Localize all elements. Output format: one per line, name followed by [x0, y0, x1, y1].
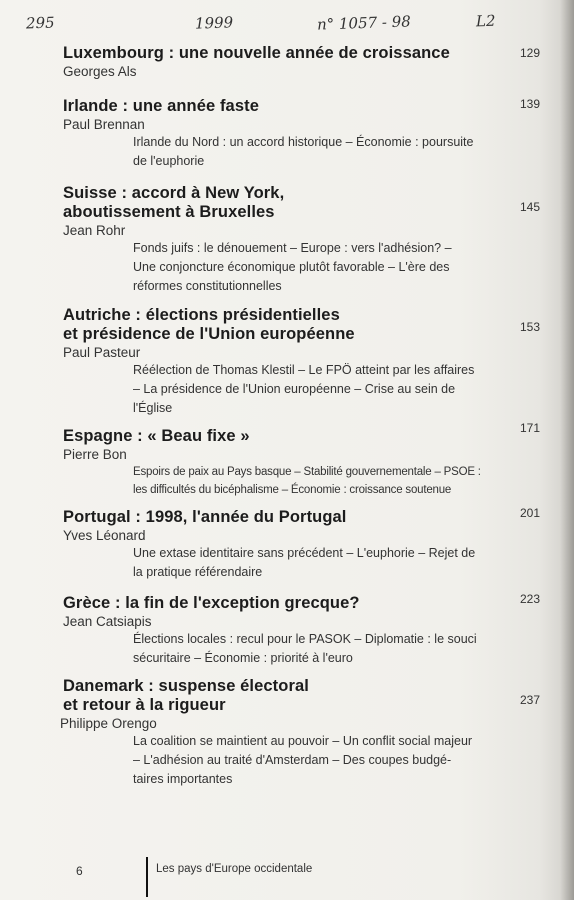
- footer-section-title: Les pays d'Europe occidentale: [156, 863, 313, 875]
- entry-title: Luxembourg : une nouvelle année de croissance: [63, 44, 450, 62]
- toc-entry-irlande: [63, 97, 540, 171]
- entry-title: Espagne : « Beau fixe »: [63, 427, 250, 445]
- entry-page-number: 153: [519, 320, 540, 334]
- entry-title: Portugal : 1998, l'année du Portugal: [63, 508, 347, 526]
- entry-title: Grèce : la fin de l'exception grecque?: [63, 594, 360, 612]
- footer-page-number: 6: [76, 864, 83, 878]
- entry-title: Danemark : suspense électoral et retour à la rigueur: [63, 677, 309, 714]
- entry-summary: Réélection de Thomas Klestil – Le FPÖ atteint par les affaires – La présidence de l'Union européenne – Crise au sein de l'Église: [133, 363, 475, 415]
- entry-page-number: 145: [519, 200, 540, 214]
- entry-summary: Espoirs de paix au Pays basque – Stabilité gouvernementale – PSOE : les difficultés du bicéphalisme – Économie : croissance soutenue: [133, 466, 481, 496]
- entry-author: Georges Als: [63, 64, 137, 79]
- entry-author: Paul Pasteur: [63, 345, 141, 360]
- footer-divider: [146, 857, 148, 897]
- entry-page-number: 171: [519, 421, 540, 435]
- entry-author: Pierre Bon: [63, 447, 127, 462]
- handwritten-note: 1999: [194, 13, 234, 33]
- handwritten-note: n° 1057 - 98: [316, 12, 412, 34]
- entry-page-number: 139: [519, 97, 540, 111]
- entry-title: Autriche : élections présidentielles et présidence de l'Union européenne: [63, 306, 355, 343]
- entry-summary: Fonds juifs : le dénouement – Europe : vers l'adhésion? – Une conjoncture économique plutôt favorable – L'ère des réformes constitutionnelles: [133, 241, 452, 293]
- entry-page-number: 237: [519, 693, 540, 707]
- entry-summary: Irlande du Nord : un accord historique – Économie : poursuite de l'euphorie: [133, 135, 474, 168]
- toc-entry-espagne: [63, 421, 540, 499]
- toc-entry-luxembourg: [63, 44, 540, 80]
- entry-title: Suisse : accord à New York, aboutissement à Bruxelles: [63, 184, 285, 221]
- entry-author: Jean Catsiapis: [63, 614, 152, 629]
- entry-author: Philippe Orengo: [60, 716, 157, 731]
- entry-author: Paul Brennan: [63, 117, 145, 132]
- toc-entry-suisse: [63, 184, 540, 296]
- toc-entry-portugal: [63, 506, 540, 582]
- entry-title: Irlande : une année faste: [63, 97, 259, 115]
- entry-summary: Une extase identitaire sans précédent – L'euphorie – Rejet de la pratique référendaire: [133, 546, 476, 579]
- page-edge-shadow: [560, 0, 574, 900]
- entry-summary: Élections locales : recul pour le PASOK – Diplomatie : le souci sécuritaire – Économie : priorité à l'euro: [133, 632, 477, 665]
- toc-entry-danemark: [60, 677, 540, 789]
- entry-page-number: 129: [519, 46, 540, 60]
- entry-author: Jean Rohr: [63, 223, 126, 238]
- entry-summary: La coalition se maintient au pouvoir – Un conflit social majeur – L'adhésion au traité d'Amsterdam – Des coupes budgé- taires importantes: [133, 734, 473, 786]
- entry-author: Yves Léonard: [63, 528, 146, 543]
- handwritten-note: L2: [475, 11, 496, 31]
- toc-entry-grece: [63, 592, 540, 668]
- entry-page-number: 223: [519, 592, 540, 606]
- handwritten-note: 295: [25, 13, 55, 33]
- entry-page-number: 201: [519, 506, 540, 520]
- toc-entry-autriche: [63, 306, 540, 418]
